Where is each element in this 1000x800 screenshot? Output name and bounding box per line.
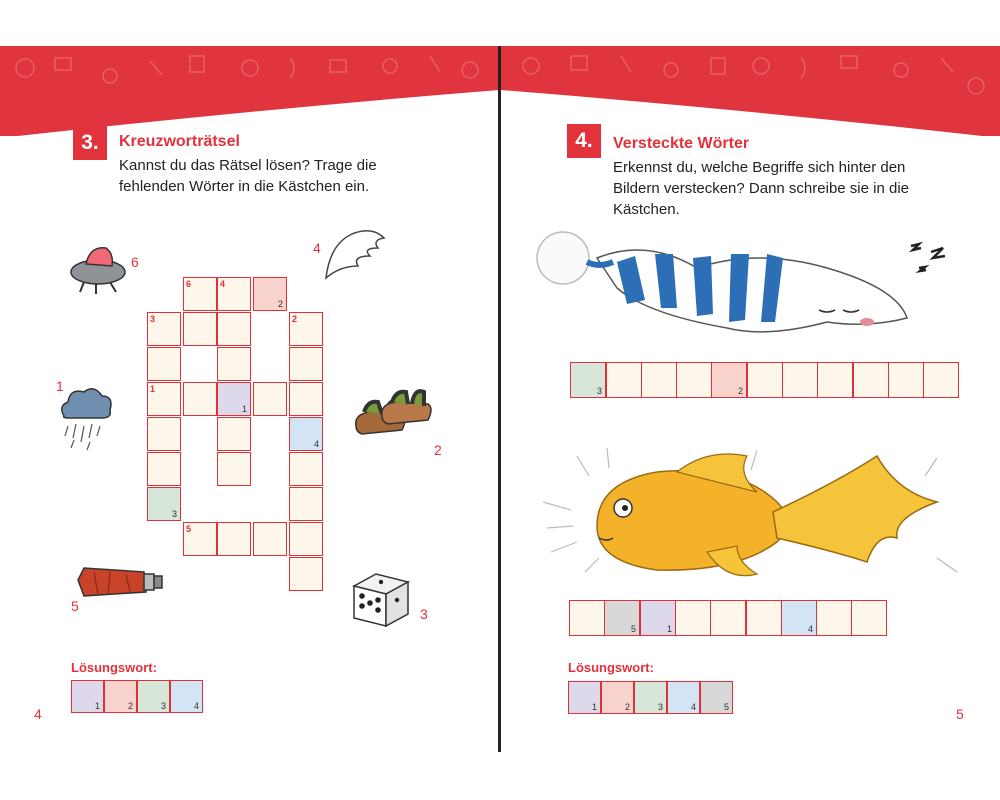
instruction-line: fehlenden Wörter in die Kästchen ein. xyxy=(119,178,370,195)
crossword-cell[interactable] xyxy=(253,522,287,556)
exercise-title: Versteckte Wörter xyxy=(613,135,750,152)
letter-cell[interactable]: 3 xyxy=(570,362,606,398)
letter-cell[interactable] xyxy=(641,362,677,398)
letter-cell[interactable] xyxy=(816,600,852,636)
crossword-cell[interactable]: 1 xyxy=(147,382,181,416)
exercise-title: Kreuzworträtsel xyxy=(119,133,240,150)
letter-cell[interactable]: 2 xyxy=(711,362,747,398)
crossword-cell[interactable] xyxy=(147,417,181,451)
letter-cell[interactable] xyxy=(746,600,782,636)
solution-cell[interactable]: 1 xyxy=(568,681,601,714)
exercise-number-badge: 3. xyxy=(73,126,107,160)
dice-icon xyxy=(348,570,414,630)
letter-cell[interactable] xyxy=(747,362,783,398)
instruction-line: Kannst du das Rätsel lösen? Trage die xyxy=(119,157,377,174)
solution-cell[interactable]: 1 xyxy=(71,680,104,713)
letter-cell[interactable]: 1 xyxy=(640,600,676,636)
letter-cell[interactable]: 5 xyxy=(604,600,640,636)
crossword-cell[interactable]: 2 xyxy=(253,277,287,311)
letter-cell[interactable] xyxy=(606,362,642,398)
letter-cell[interactable] xyxy=(675,600,711,636)
crossword-cell[interactable] xyxy=(253,382,287,416)
letter-cell[interactable] xyxy=(782,362,818,398)
header-banner xyxy=(0,46,499,136)
crossword-cell[interactable]: 1 xyxy=(217,382,251,416)
letter-cell[interactable]: 4 xyxy=(781,600,817,636)
instruction-line: Erkennst du, welche Begriffe sich hinter den xyxy=(613,159,906,176)
crossword-cell[interactable]: 3 xyxy=(147,312,181,346)
letter-cell[interactable] xyxy=(923,362,959,398)
crossword-cell[interactable] xyxy=(217,522,251,556)
crossword-cell[interactable]: 6 xyxy=(183,277,217,311)
solution-label: Lösungswort: xyxy=(71,660,157,675)
letter-cell[interactable] xyxy=(569,600,605,636)
solution-cell[interactable]: 2 xyxy=(601,681,634,714)
letter-cell[interactable] xyxy=(888,362,924,398)
clue-number: 6 xyxy=(131,254,139,270)
crossword-cell[interactable] xyxy=(183,382,217,416)
page-number: 5 xyxy=(956,706,964,722)
crossword-cell[interactable]: 5 xyxy=(183,522,217,556)
letter-cell[interactable] xyxy=(853,362,889,398)
letter-cell[interactable] xyxy=(710,600,746,636)
book-spread xyxy=(0,46,1000,752)
letter-cell[interactable] xyxy=(851,600,887,636)
crossword-cell[interactable]: 4 xyxy=(217,277,251,311)
paint-tube-icon xyxy=(74,558,166,602)
goldfish-icon xyxy=(537,442,977,592)
crossword-cell[interactable] xyxy=(147,452,181,486)
solution-cell[interactable]: 3 xyxy=(137,680,170,713)
clue-number: 4 xyxy=(313,240,321,256)
crossword-cell[interactable]: 2 xyxy=(289,312,323,346)
right-page xyxy=(501,46,1000,752)
letter-cell[interactable] xyxy=(817,362,853,398)
header-banner xyxy=(501,46,1000,136)
letter-cell[interactable] xyxy=(676,362,712,398)
sandals-icon xyxy=(352,386,436,442)
clue-number: 1 xyxy=(56,378,64,394)
crossword-cell[interactable] xyxy=(217,452,251,486)
sleeping-pillow-icon xyxy=(527,218,987,348)
crossword-cell[interactable] xyxy=(289,557,323,591)
solution-cell[interactable]: 5 xyxy=(700,681,733,714)
crossword-cell[interactable] xyxy=(289,522,323,556)
solution-cell[interactable]: 3 xyxy=(634,681,667,714)
crossword-cell[interactable]: 4 xyxy=(289,417,323,451)
instruction-line: Kästchen. xyxy=(613,201,680,218)
crossword-cell[interactable] xyxy=(147,347,181,381)
crossword-cell[interactable] xyxy=(183,312,217,346)
crossword-cell[interactable] xyxy=(217,312,251,346)
exercise-number-badge: 4. xyxy=(567,124,601,158)
solution-label: Lösungswort: xyxy=(568,660,654,675)
crossword-cell[interactable] xyxy=(289,382,323,416)
clue-number: 5 xyxy=(71,598,79,614)
ufo-icon xyxy=(68,234,128,296)
crossword-cell[interactable] xyxy=(289,452,323,486)
crossword-cell[interactable]: 3 xyxy=(147,487,181,521)
solution-cell[interactable]: 2 xyxy=(104,680,137,713)
page-number: 4 xyxy=(34,706,42,722)
clue-number: 3 xyxy=(420,606,428,622)
solution-cell[interactable]: 4 xyxy=(170,680,203,713)
rain-cloud-icon xyxy=(56,382,116,452)
crossword-cell[interactable] xyxy=(289,487,323,521)
crossword-cell[interactable] xyxy=(289,347,323,381)
solution-cell[interactable]: 4 xyxy=(667,681,700,714)
crossword-cell[interactable] xyxy=(217,417,251,451)
wing-icon xyxy=(322,224,388,282)
instruction-line: Bildern verstecken? Dann schreibe sie in die xyxy=(613,180,909,197)
left-page xyxy=(0,46,499,752)
crossword-cell[interactable] xyxy=(217,347,251,381)
clue-number: 2 xyxy=(434,442,442,458)
